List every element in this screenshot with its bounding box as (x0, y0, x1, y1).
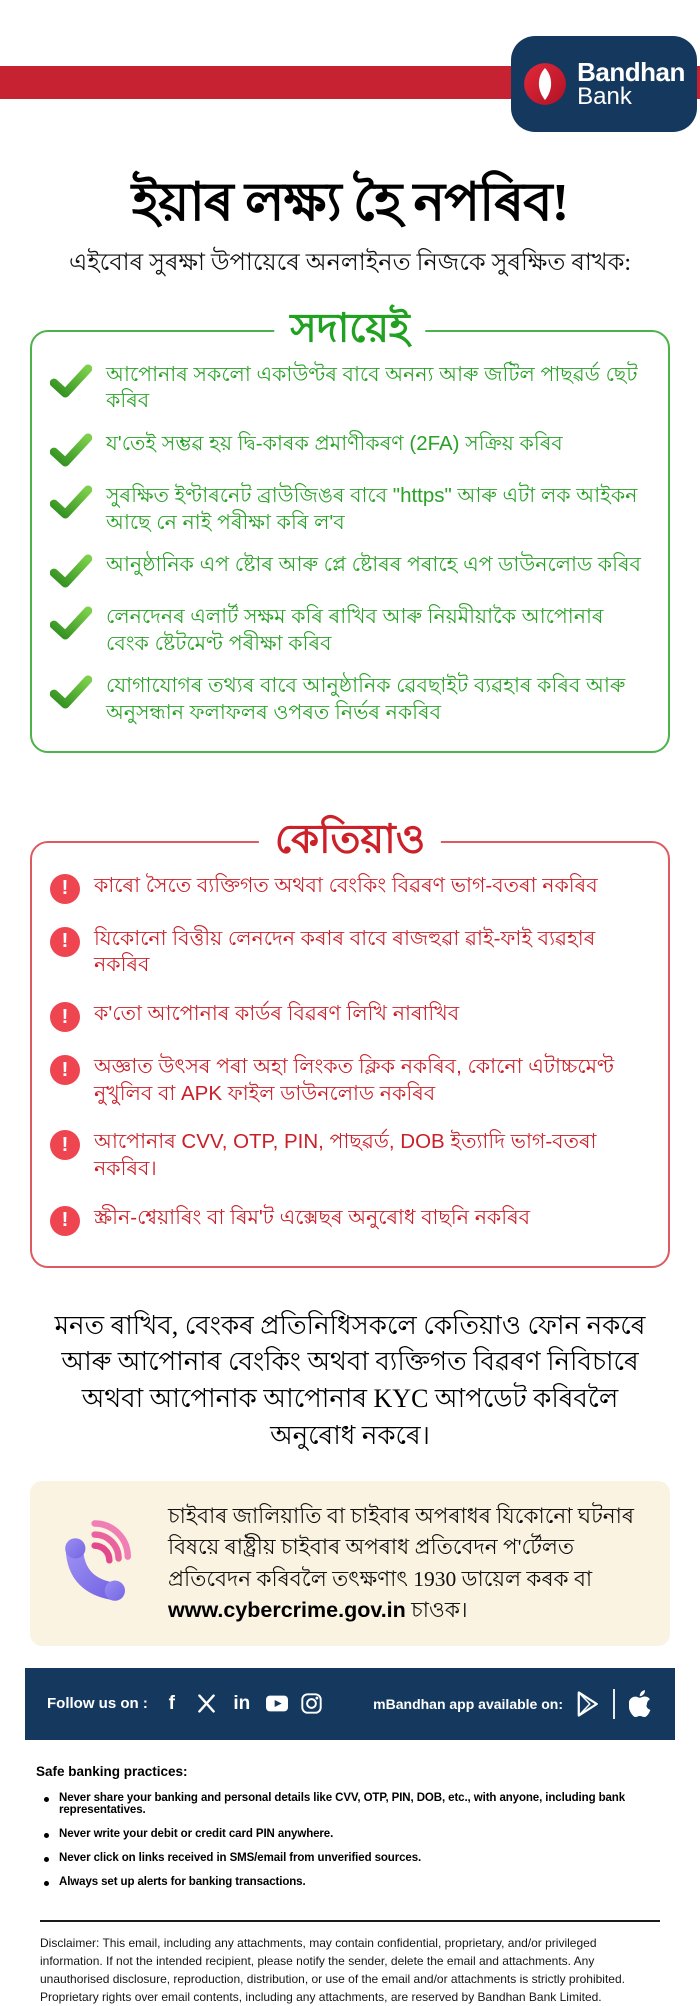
follow-us-group (47, 1693, 323, 1715)
never-box (30, 817, 670, 1268)
practice-text: Never share your banking and personal details like CVV, OTP, PIN, DOB, etc., with anyone, including bank representatives. (59, 1791, 626, 1816)
list-item (50, 1001, 648, 1032)
phone-icon (56, 1518, 148, 1610)
never-item-text: যিকোনো বিত্তীয় লেনদেন কৰাৰ বাবে ৰাজহুৱা ৱাই-ফাই ব্যৱহাৰ নকৰিব (94, 926, 596, 977)
report-text-after: চাওক। (405, 1597, 468, 1622)
bullet-icon (44, 1857, 49, 1862)
disclaimer-divider (40, 1920, 660, 1922)
brand-name: Bandhan (577, 56, 685, 87)
bandhan-flame-icon (523, 62, 567, 106)
always-box-title: সদায়েই (274, 305, 425, 351)
report-text (168, 1501, 648, 1626)
header (0, 0, 700, 132)
linkedin-icon[interactable]: in (233, 1693, 251, 1715)
checkmark-icon (50, 433, 92, 467)
facebook-icon[interactable]: f (168, 1693, 175, 1715)
never-box-title: কেতিয়াও (259, 816, 441, 862)
always-item-text: যোগাযোগৰ তথ্যৰ বাবে আনুষ্ঠানিক ৱেবছাইট ব্যৱহাৰ কৰিব আৰু অনুসন্ধান ফলাফলৰ ওপৰত নিৰ্ভৰ নকৰিব (106, 674, 626, 725)
exclamation-icon (50, 1055, 80, 1085)
never-item-text: ক'তো আপোনাৰ কাৰ্ডৰ বিৱৰণ লিখি নাৰাখিব (94, 1002, 460, 1025)
list-item (44, 1828, 664, 1840)
checkmark-icon (50, 485, 92, 519)
practice-text: Always set up alerts for banking transactions. (59, 1875, 306, 1888)
checkmark-icon (50, 364, 92, 398)
list-item (44, 1792, 664, 1816)
follow-us-label: Follow us on : (47, 1695, 148, 1713)
always-item-text: আপোনাৰ সকলো একাউণ্টৰ বাবে অনন্য আৰু জটিল পাছৱৰ্ড ছেট কৰিব (106, 362, 638, 413)
page-title: ইয়াৰ লক্ষ্য হৈ নপৰিব! (131, 174, 569, 232)
always-item-text: য'তেই সম্ভৱ হয় দ্বি-কাৰক প্ৰমাণীকৰণ (2FA) সক্ৰিয় কৰিব (106, 431, 563, 455)
bandhan-bank-logo (511, 36, 697, 132)
cybercrime-report-box (30, 1481, 670, 1646)
disclaimer-text: Disclaimer: This email, including any attachments, may contain confidential, proprietary, and/or privileged information. If not the intended recipient, please notify the sender, delete the email and attachments. Any unauthorised disclosure, reproduction, distribution, or use of the email and/or attachments is strictly prohibited. Proprietary rights over email contents, including any attachments, are reserved by Bandhan Bank Limited. (40, 1935, 625, 2004)
always-box (30, 305, 670, 753)
youtube-icon[interactable] (266, 1693, 288, 1715)
list-item (50, 604, 648, 657)
list-item (50, 362, 648, 415)
app-availability-label: mBandhan app available on: (373, 1695, 563, 1712)
list-item (44, 1876, 664, 1888)
practice-text: Never write your debit or credit card PIN anywhere. (59, 1827, 334, 1840)
app-availability-group (373, 1689, 653, 1719)
list-item (50, 1205, 648, 1236)
list-item (50, 873, 648, 904)
always-item-text: সুৰক্ষিত ইণ্টাৰনেট ব্ৰাউজিঙৰ বাবে "https" আৰু এটা লক আইকন আছে নে নাই পৰীক্ষা কৰি ল'ব (106, 483, 638, 534)
bullet-icon (44, 1833, 49, 1838)
exclamation-icon (50, 874, 80, 904)
x-icon[interactable] (196, 1693, 218, 1715)
list-item (50, 673, 648, 726)
exclamation-icon (50, 1002, 80, 1032)
never-item-text: অজ্ঞাত উৎসৰ পৰা অহা লিংকত ক্লিক নকৰিব, কোনো এটাচ্চমেণ্ট নুখুলিব বা APK ফাইল ডাউনলোড নকৰিব (94, 1055, 614, 1105)
bullet-icon (44, 1797, 49, 1802)
list-item (50, 431, 648, 467)
always-item-text: লেনদেনৰ এলাৰ্ট সক্ষম কৰি ৰাখিব আৰু নিয়মীয়াকৈ আপোনাৰ বেংক ষ্টেটমেণ্ট পৰীক্ষা কৰিব (106, 605, 604, 655)
footer-bar (25, 1668, 675, 1740)
exclamation-icon (50, 1206, 80, 1236)
page-subtitle: এইবোৰ সুৰক্ষা উপায়েৰে অনলাইনত নিজকে সুৰক্ষিত ৰাখক: (68, 249, 632, 276)
never-item-text: স্ক্ৰীন-শ্বেয়াৰিং বা ৰিম'ট এক্সেছৰ অনুৰোধ বাছনি নকৰিব (94, 1205, 531, 1229)
google-play-icon[interactable] (575, 1690, 601, 1718)
exclamation-icon (50, 927, 80, 957)
safe-practices-title: Safe banking practices: (36, 1763, 188, 1779)
reminder-text: মনত ৰাখিব, বেংকৰ প্ৰতিনিধিসকলে কেতিয়াও ফোন নকৰে আৰু আপোনাৰ বেংকিং অথবা ব্যক্তিগত বিৱৰণ নিবিচাৰে অথবা আপোনাক আপোনাৰ KYC আপডেট কৰিবলৈ অনুৰোধ নকৰে। (54, 1310, 646, 1451)
list-item (50, 926, 648, 979)
never-item-text: কাৰো সৈতে ব্যক্তিগত অথবা বেংকিং বিৱৰণ ভাগ-বতৰা নকৰিব (94, 873, 598, 897)
bullet-icon (44, 1881, 49, 1886)
checkmark-icon (50, 554, 92, 588)
practice-text: Never click on links received in SMS/email from unverified sources. (59, 1851, 422, 1864)
footer-divider (613, 1689, 615, 1719)
list-item (50, 483, 648, 536)
brand-wordmark (577, 56, 685, 111)
brand-subname: Bank (577, 83, 632, 111)
list-item (50, 1129, 648, 1182)
checkmark-icon (50, 675, 92, 709)
safe-practices-list (44, 1792, 664, 1888)
never-item-text: আপোনাৰ CVV, OTP, PIN, পাছৱৰ্ড, DOB ইত্যাদি ভাগ-বতৰা নকৰিব। (94, 1130, 597, 1180)
report-text-before: চাইবাৰ জালিয়াতি বা চাইবাৰ অপৰাধৰ যিকোনো ঘটনাৰ বিষয়ে ৰাষ্ট্ৰীয় চাইবাৰ অপৰাধ প্ৰতিবেদন প'ৰ্টেলত প্ৰতিবেদন কৰিবলৈ তৎক্ষণাৎ 1930 ডায়েল কৰক বা (168, 1504, 634, 1591)
apple-icon[interactable] (627, 1690, 653, 1718)
list-item (50, 1054, 648, 1107)
cybercrime-portal-link[interactable]: www.cybercrime.gov.in (168, 1597, 406, 1622)
exclamation-icon (50, 1130, 80, 1160)
checkmark-icon (50, 606, 92, 640)
instagram-icon[interactable] (301, 1693, 323, 1715)
list-item (50, 552, 648, 588)
list-item (44, 1852, 664, 1864)
safe-practices-section (36, 1764, 664, 1888)
always-item-text: আনুষ্ঠানিক এপ ষ্টোৰ আৰু প্লে ষ্টোৰৰ পৰাহে এপ ডাউনলোড কৰিব (106, 553, 641, 577)
